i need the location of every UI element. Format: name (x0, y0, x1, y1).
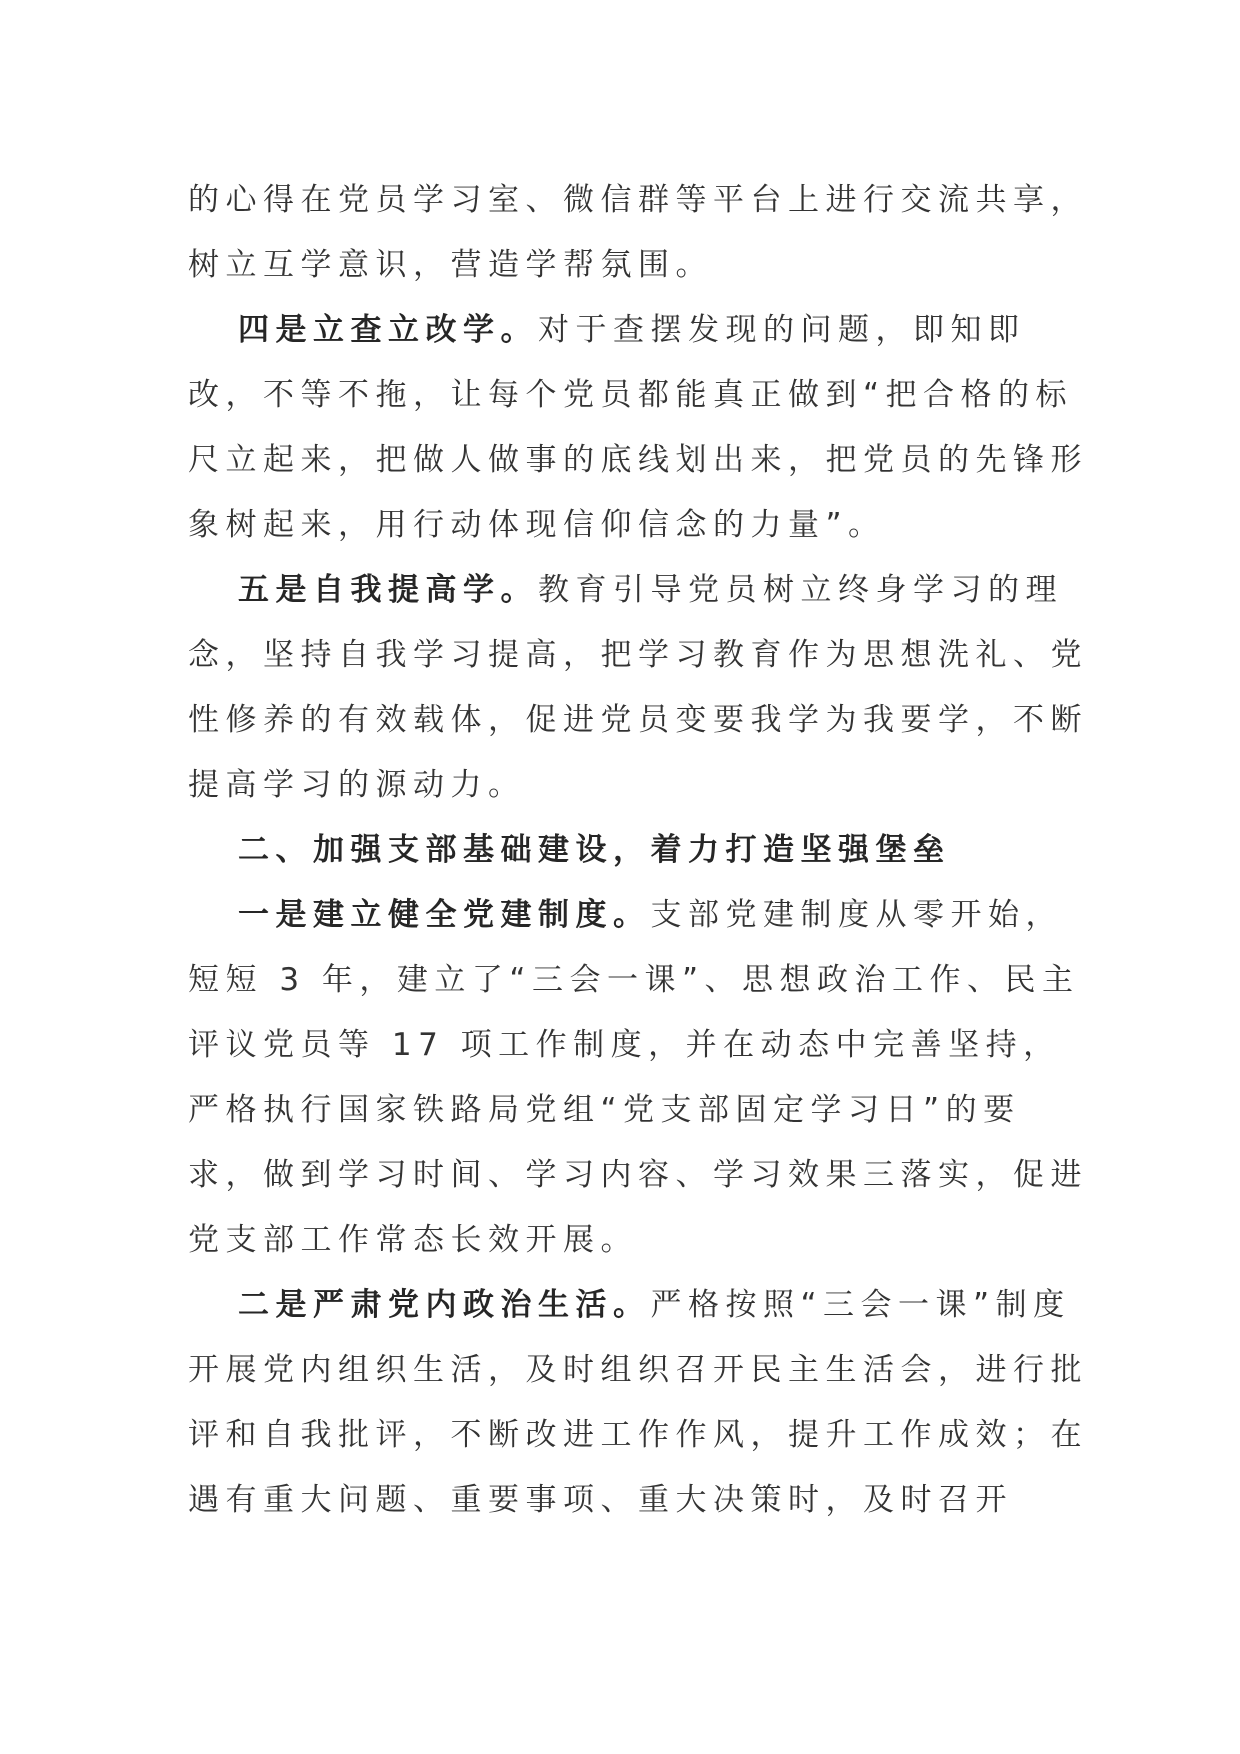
section-heading: 二、加强支部基础建设，着力打造坚强堡垒 (238, 832, 951, 868)
paragraph-text: 的心得在党员学习室、微信群等平台上进行交流共享，树立互学意识，营造学帮氛围。 (188, 182, 1088, 283)
paragraph-item-two (188, 1273, 1088, 1533)
paragraph-text: 教育引导党员树立终身学习的理念，坚持自我学习提高，把学习教育作为思想洗礼、党性修养的有效载体，促进党员变要我学为我要学，不断提高学习的源动力。 (188, 572, 1088, 803)
paragraph-item-one (188, 883, 1088, 1273)
document-body (188, 168, 1088, 1533)
paragraph-lead: 四是立查立改学。 (238, 312, 538, 348)
paragraph-lead: 一是建立健全党建制度。 (238, 897, 651, 933)
paragraph-lead: 二是严肃党内政治生活。 (238, 1287, 651, 1323)
paragraph-item-five (188, 558, 1088, 818)
paragraph-text: 支部党建制度从零开始，短短 3 年，建立了“三会一课”、思想政治工作、民主评议党员等 17 项工作制度，并在动态中完善坚持，严格执行国家铁路局党组“党支部固定学习日”的要求，做到学习时间、学习内容、学习效果三落实，促进党支部工作常态长效开展。 (188, 897, 1088, 1258)
paragraph-continuation (188, 168, 1088, 298)
paragraph-text: 严格按照“三会一课”制度开展党内组织生活，及时组织召开民主生活会，进行批评和自我批评，不断改进工作作风，提升工作成效；在遇有重大问题、重要事项、重大决策时，及时召开 (188, 1287, 1088, 1518)
paragraph-item-four (188, 298, 1088, 558)
paragraph-text: 对于查摆发现的问题，即知即改，不等不拖，让每个党员都能真正做到“把合格的标尺立起来，把做人做事的底线划出来，把党员的先锋形象树起来，用行动体现信仰信念的力量”。 (188, 312, 1088, 543)
paragraph-lead: 五是自我提高学。 (238, 572, 538, 608)
